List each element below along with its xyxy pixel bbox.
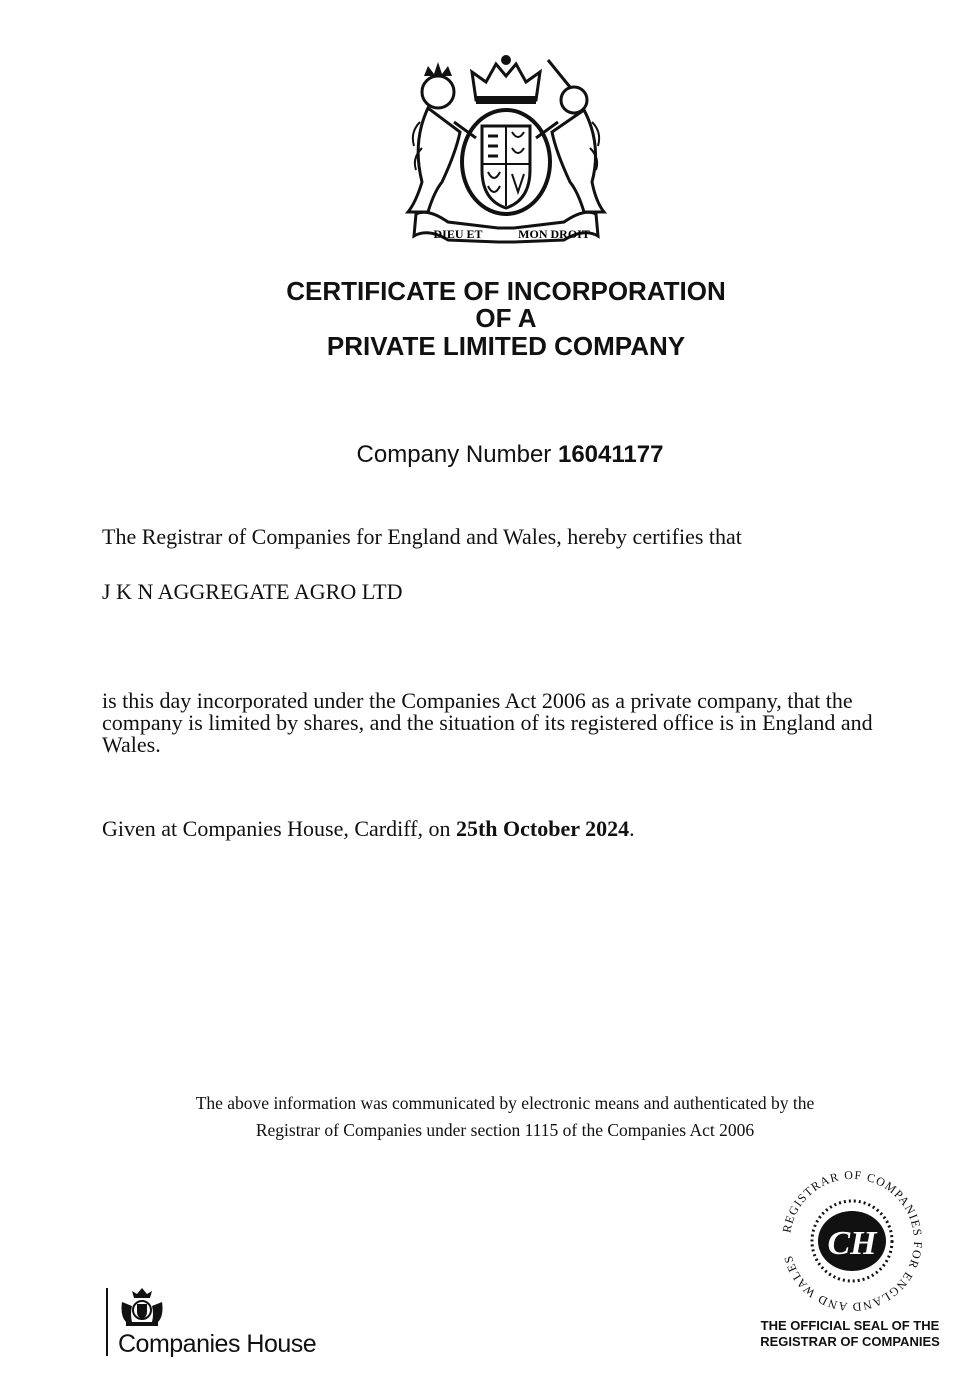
seal-caption-line-1: THE OFFICIAL SEAL OF THE <box>760 1318 940 1333</box>
motto-left: DIEU ET <box>433 227 483 241</box>
given-prefix: Given at Companies House, Cardiff, on <box>102 816 451 841</box>
certificate-title-line-2: OF A <box>475 303 537 333</box>
authentication-note-line-2: Registrar of Companies under section 1115 of the Companies Act 2006 <box>255 1120 755 1140</box>
logo-divider <box>106 1288 108 1356</box>
company-number: 16041177 <box>557 441 664 468</box>
registrar-statement: The Registrar of Companies for England and Wales, hereby certifies that <box>102 524 742 549</box>
given-date: 25th October 2024 <box>455 816 630 841</box>
companies-house-logo-text: Companies House <box>118 1330 317 1358</box>
certificate-title-line-1: CERTIFICATE OF INCORPORATION <box>286 276 726 306</box>
royal-coat-of-arms-icon <box>398 52 614 244</box>
company-number-label: Company Number <box>356 441 552 468</box>
authentication-note-line-1: The above information was communicated by electronic means and authenticated by the <box>195 1093 815 1113</box>
given-suffix: . <box>629 816 635 841</box>
company-name: J K N AGGREGATE AGRO LTD <box>102 579 403 604</box>
crest-icon <box>118 1288 166 1328</box>
motto-right: MON DROIT <box>518 227 590 241</box>
company-number-line <box>0 441 977 469</box>
given-at-line <box>102 818 922 840</box>
incorporation-paragraph: is this day incorporated under the Companies Act 2006 as a private company, that the company is limited by shares, and the situation of its registered office is in England and Wales. <box>102 688 873 757</box>
seal-monogram: CH <box>827 1225 877 1262</box>
certificate-title-line-3: PRIVATE LIMITED COMPANY <box>326 331 686 361</box>
seal-ring-text: REGISTRAR OF COMPANIES FOR ENGLAND AND WALES <box>779 1167 926 1315</box>
seal-caption-line-2: REGISTRAR OF COMPANIES <box>760 1334 940 1349</box>
official-seal-icon <box>776 1166 928 1316</box>
